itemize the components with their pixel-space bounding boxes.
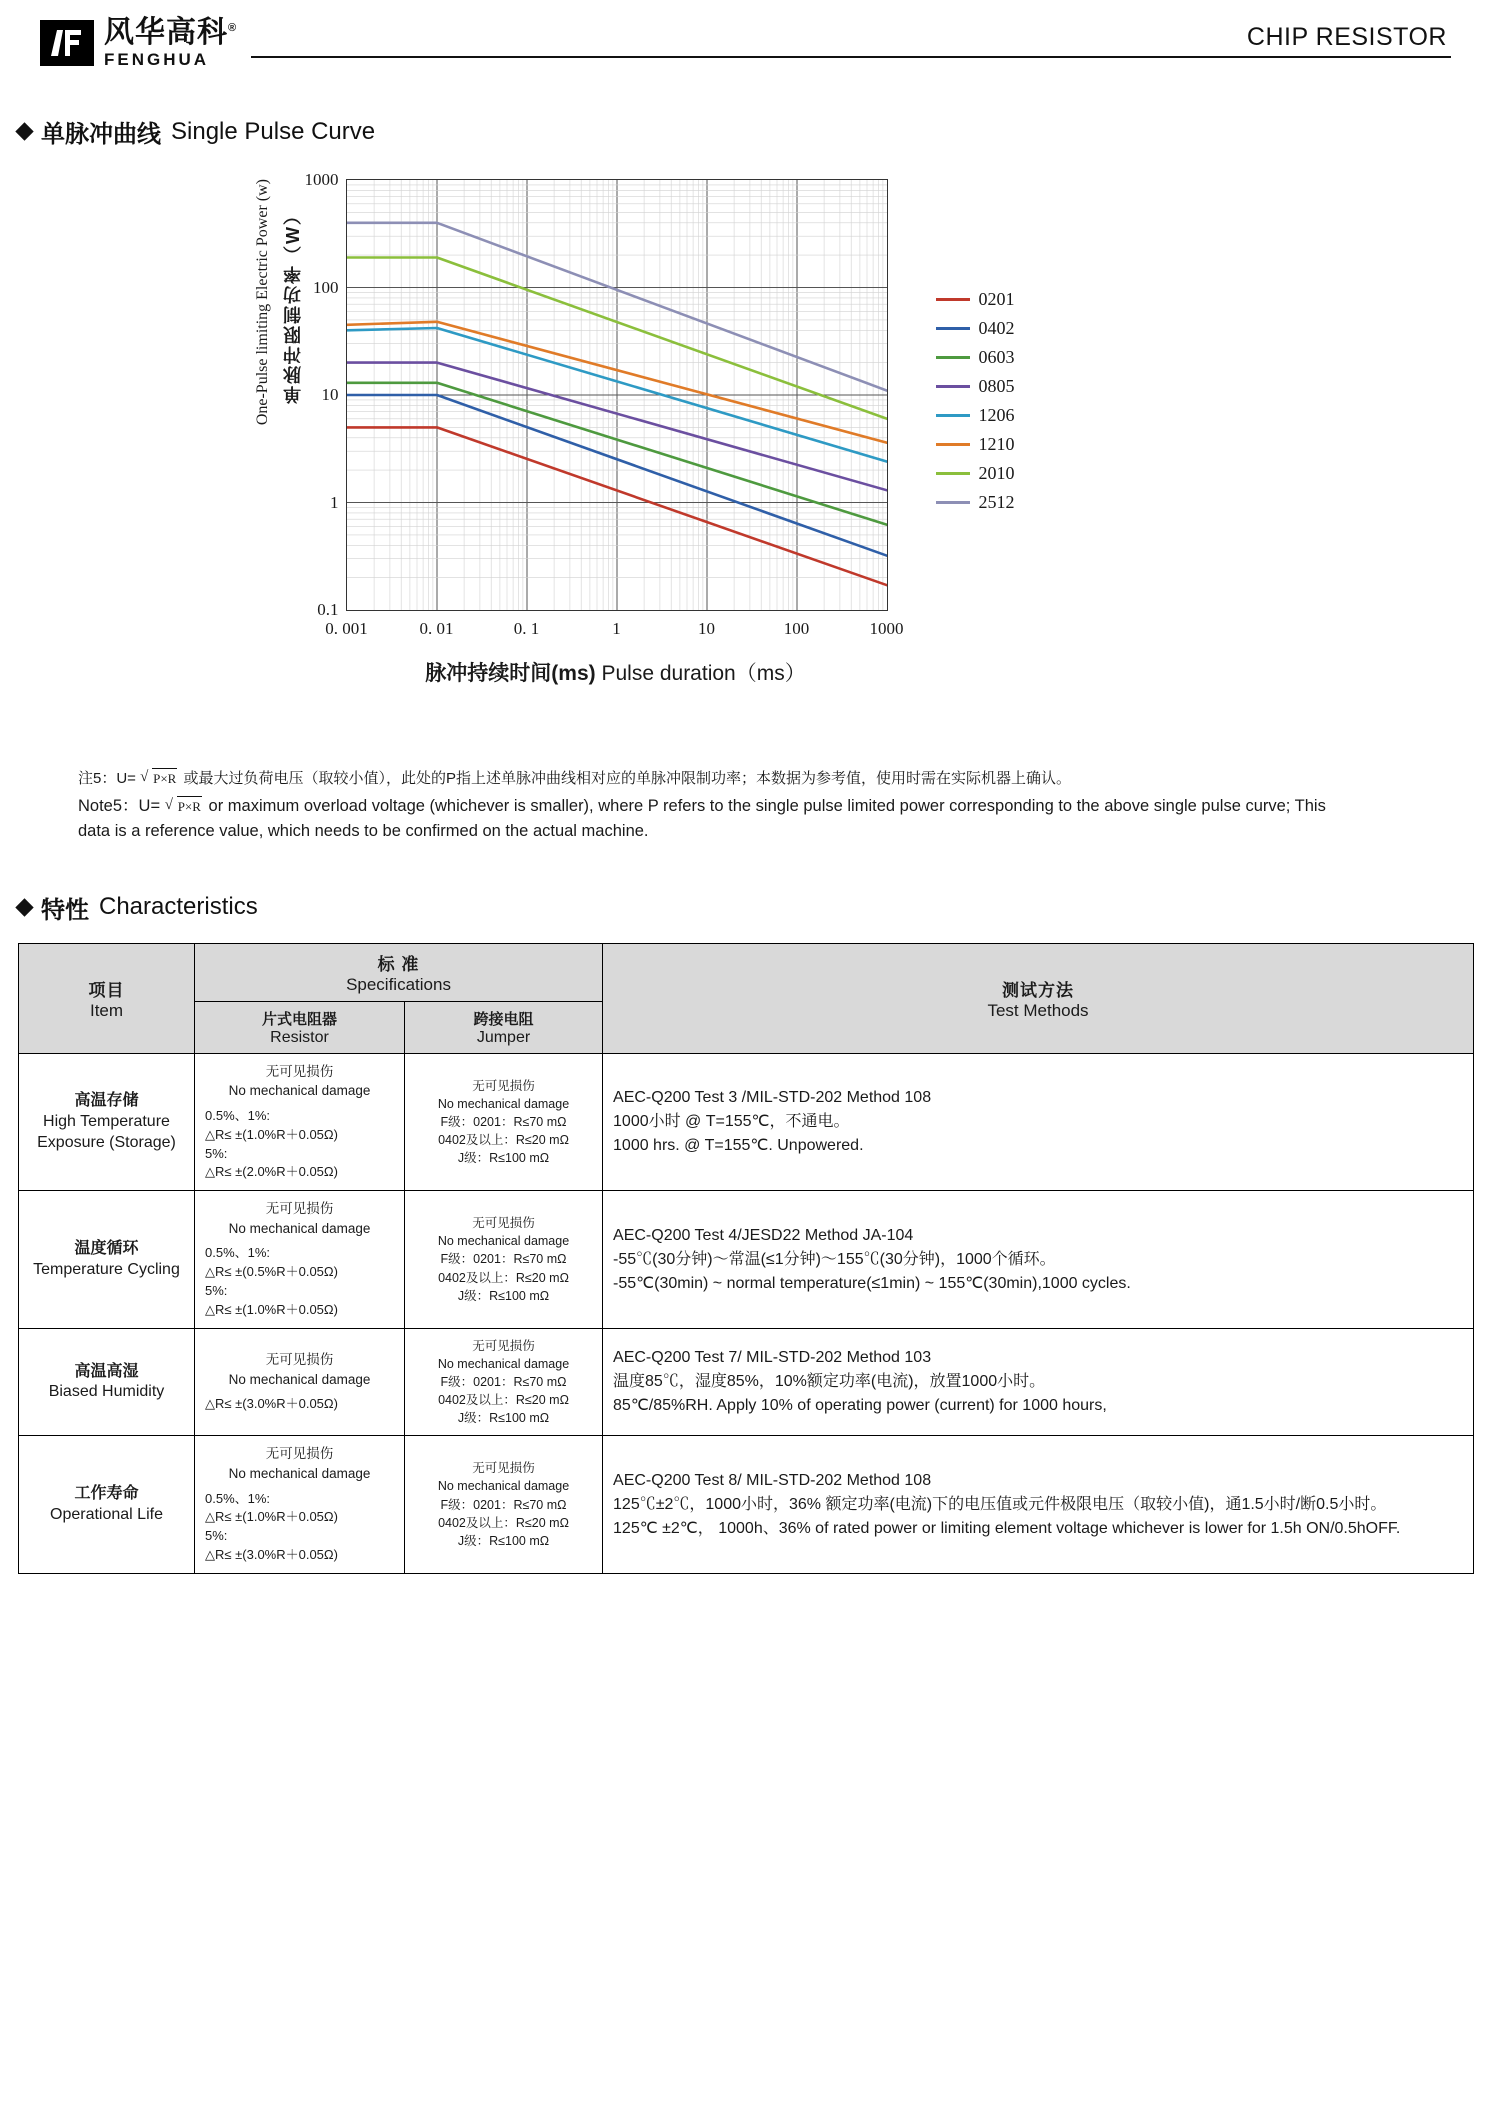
cell-resistor-spec: 无可见损伤 No mechanical damage △R≤ ±(3.0%R＋0.05Ω) (195, 1328, 405, 1436)
method-line: 1000 hrs. @ T=155℃. Unpowered. (613, 1137, 864, 1154)
note-block (78, 767, 1348, 844)
cell-test-method (603, 1191, 1474, 1329)
item-name-en: High Temperature Exposure (Storage) (37, 1113, 176, 1151)
method-line: AEC-Q200 Test 4/JESD22 Method JA-104 (613, 1226, 914, 1244)
cell-jumper-spec (405, 1328, 603, 1436)
legend-label: 1206 (978, 405, 1015, 425)
y-axis-tick: 0.1 (317, 600, 339, 619)
x-axis-tick: 0. 001 (325, 619, 368, 638)
logo-text-en: FENGHUA (104, 50, 210, 69)
characteristics-table (18, 943, 1474, 1574)
spec-line: △R≤ ±(2.0%R＋0.05Ω) (205, 1164, 338, 1180)
note-en-body: or maximum overload voltage (whichever is smaller), where P refers to the single pulse limited power corresponding to the above single pulse curve; This data is a reference value, which needs to be confirmed on the actual machine. (78, 797, 1326, 840)
logo-text-cn: 风华高科 (104, 16, 228, 49)
y-axis-tick: 1 (330, 492, 339, 512)
cell-item (19, 1191, 195, 1329)
jumper-line: No mechanical damage (437, 1479, 570, 1494)
method-line: -55℃(30min) ~ normal temperature(≤1min) ~ 155℃(30min),1000 cycles. (613, 1274, 1131, 1292)
table-row (19, 1436, 1474, 1574)
item-name-en: Operational Life (50, 1506, 163, 1524)
note-en-prefix: Note5：U= (78, 797, 161, 816)
legend-color-swatch (936, 385, 970, 388)
spec-line: 5%: (205, 1283, 228, 1299)
legend-item (936, 488, 1136, 517)
note-cn-prefix: 注5：U= (78, 770, 136, 787)
table-row (19, 1191, 1474, 1329)
x-axis-tick: 0. 01 (419, 619, 454, 638)
spec-line: △R≤ ±(1.0%R＋0.05Ω) (205, 1126, 338, 1142)
registered-mark: ® (228, 22, 238, 34)
cell-test-method (603, 1053, 1474, 1191)
legend-color-swatch (936, 501, 970, 504)
sqrt-expression-en: √ P×R (165, 796, 204, 817)
col-header-test-methods: 测试方法 Test Methods (603, 943, 1474, 1053)
x-axis-title (346, 657, 886, 687)
cell-resistor-spec: 无可见损伤 No mechanical damage 0.5%、1%: △R≤ ±(1.0%R＋0.05Ω) 5%: △R≤ ±(3.0%R＋0.05Ω) (195, 1436, 405, 1574)
method-line: 1000小时 @ T=155℃，不通电。 (613, 1113, 850, 1130)
y-axis-tick: 100 (313, 277, 339, 297)
spec-line: △R≤ ±(1.0%R＋0.05Ω) (205, 1509, 338, 1525)
cell-resistor-spec: 无可见损伤 No mechanical damage 0.5%、1%: △R≤ ±(0.5%R＋0.05Ω) 5%: △R≤ ±(1.0%R＋0.05Ω) (195, 1191, 405, 1329)
spec-line: △R≤ ±(0.5%R＋0.05Ω) (205, 1264, 338, 1280)
jumper-line: No mechanical damage (437, 1096, 570, 1111)
y-axis-tick: 10 (321, 385, 339, 404)
section-title-en: Characteristics (99, 893, 258, 921)
jumper-line: J级：R≤100 mΩ (457, 1288, 550, 1303)
legend-color-swatch (936, 298, 970, 301)
jumper-line: 0402及以上：R≤20 mΩ (438, 1133, 569, 1148)
legend-item (936, 285, 1136, 314)
legend-label: 2010 (978, 463, 1015, 483)
legend-label: 0603 (978, 347, 1015, 367)
note-cn (78, 767, 1348, 790)
single-pulse-chart (246, 165, 1246, 745)
jumper-line: J级：R≤100 mΩ (457, 1151, 550, 1166)
cell-resistor-spec: 无可见损伤 No mechanical damage 0.5%、1%: △R≤ ±(1.0%R＋0.05Ω) 5%: △R≤ ±(2.0%R＋0.05Ω) (195, 1053, 405, 1191)
chart-curves (347, 180, 887, 610)
legend-item (936, 401, 1136, 430)
cell-test-method (603, 1328, 1474, 1436)
x-axis-tick: 100 (783, 619, 810, 638)
header-divider (251, 24, 1451, 58)
method-line: 温度85℃，湿度85%，10%额定功率(电流)，放置1000小时。 (613, 1373, 1046, 1391)
x-axis-label-en: Pulse duration（ms） (601, 662, 806, 685)
fenghua-logo-icon (40, 20, 94, 66)
cell-test-method (603, 1436, 1474, 1574)
item-name-cn: 高温高湿 (74, 1362, 139, 1380)
table-header-row (19, 943, 1474, 1001)
method-line: 125℃±2℃，1000小时，36% 额定功率(电流)下的电压值或元件极限电压（取较小值)，通1.5小时/断0.5小时。 (613, 1495, 1387, 1513)
spec-line: △R≤ ±(3.0%R＋0.05Ω) (205, 1396, 338, 1412)
jumper-line: 0402及以上：R≤20 mΩ (438, 1270, 569, 1285)
page-title: CHIP RESISTOR (1246, 23, 1447, 51)
diamond-bullet-icon (15, 898, 33, 916)
diamond-bullet-icon (15, 122, 33, 140)
section-title-cn: 特性 (41, 896, 89, 924)
spec-line: 5%: (205, 1528, 228, 1544)
col-header-specifications: 标 准 Specifications (195, 943, 603, 1001)
legend-item (936, 430, 1136, 459)
note-cn-body: 或最大过负荷电压（取较小值），此处的P指上述单脉冲曲线相对应的单脉冲限制功率；本数据为参考值，使用时需在实际机器上确认。 (183, 770, 1072, 787)
jumper-line: 无可见损伤 (472, 1216, 535, 1231)
section-single-pulse-curve (18, 114, 1491, 149)
legend-item (936, 459, 1136, 488)
table-row (19, 1053, 1474, 1191)
spec-line: 0.5%、1%: (205, 1490, 271, 1506)
jumper-line: J级：R≤100 mΩ (457, 1533, 550, 1548)
method-line: 85℃/85%RH. Apply 10% of operating power (current) for 1000 hours, (613, 1397, 1107, 1415)
legend-color-swatch (936, 327, 970, 330)
legend-item (936, 314, 1136, 343)
legend-label: 0201 (978, 289, 1015, 309)
legend-item (936, 343, 1136, 372)
jumper-line: F级：0201：R≤70 mΩ (440, 1114, 567, 1129)
legend-item (936, 372, 1136, 401)
table-row (19, 1328, 1474, 1436)
cell-jumper-spec (405, 1191, 603, 1329)
method-line: AEC-Q200 Test 3 /MIL-STD-202 Method 108 (613, 1089, 932, 1106)
x-axis-label-cn: 脉冲持续时间(ms) (425, 662, 596, 685)
jumper-line: 无可见损伤 (472, 1461, 535, 1476)
section-characteristics (18, 890, 1491, 925)
legend-label: 1210 (978, 434, 1015, 454)
col-header-jumper: 跨接电阻 Jumper (405, 1001, 603, 1053)
cell-jumper-spec (405, 1053, 603, 1191)
x-axis-tick: 1000 (869, 619, 904, 638)
jumper-line: No mechanical damage (437, 1234, 570, 1249)
cell-jumper-spec (405, 1436, 603, 1574)
jumper-line: 无可见损伤 (472, 1078, 535, 1093)
y-axis-label-cn: 单脉冲限制功率（W） (282, 205, 303, 404)
jumper-line: F级：0201：R≤70 mΩ (440, 1252, 567, 1267)
col-header-resistor: 片式电阻器 Resistor (195, 1001, 405, 1053)
chart-legend (936, 285, 1136, 517)
cell-item (19, 1053, 195, 1191)
jumper-line: F级：0201：R≤70 mΩ (440, 1375, 567, 1389)
spec-line: 0.5%、1%: (205, 1107, 271, 1123)
legend-color-swatch (936, 443, 970, 446)
chart-plot-area (304, 170, 904, 638)
spec-line: 0.5%、1%: (205, 1245, 271, 1261)
spec-line: △R≤ ±(1.0%R＋0.05Ω) (205, 1301, 338, 1317)
page-header (0, 0, 1491, 68)
sqrt-expression-cn: √ P×R (140, 768, 179, 789)
spec-line: △R≤ ±(3.0%R＋0.05Ω) (205, 1547, 338, 1563)
item-name-cn: 温度循环 (74, 1240, 139, 1258)
x-axis-tick: 1 (612, 619, 621, 638)
col-header-item: 项目 Item (19, 943, 195, 1053)
spec-line: 5%: (205, 1145, 228, 1161)
jumper-line: F级：0201：R≤70 mΩ (440, 1497, 567, 1512)
jumper-line: No mechanical damage (437, 1356, 570, 1371)
legend-label: 2512 (978, 492, 1015, 512)
jumper-line: 0402及以上：R≤20 mΩ (438, 1515, 569, 1530)
section-title-en: Single Pulse Curve (171, 117, 376, 145)
legend-label: 0402 (978, 318, 1015, 338)
brand-logo (40, 18, 237, 68)
item-name-cn: 工作寿命 (74, 1485, 139, 1503)
y-axis-label-en: One-Pulse limiting Electric Power (w) (253, 179, 271, 426)
jumper-line: J级：R≤100 mΩ (457, 1411, 550, 1426)
x-axis-tick: 0. 1 (513, 619, 540, 638)
legend-color-swatch (936, 356, 970, 359)
jumper-line: 0402及以上：R≤20 mΩ (438, 1393, 569, 1408)
legend-color-swatch (936, 472, 970, 475)
note-en (78, 794, 1348, 844)
legend-label: 0805 (978, 376, 1015, 396)
cell-item (19, 1328, 195, 1436)
item-name-en: Temperature Cycling (33, 1260, 180, 1278)
legend-color-swatch (936, 414, 970, 417)
x-axis-tick: 10 (698, 619, 715, 638)
section-title-cn: 单脉冲曲线 (41, 121, 161, 148)
item-name-cn: 高温存储 (74, 1092, 139, 1110)
method-line: 125℃ ±2℃， 1000h、36% of rated power or limiting element voltage whichever is lower for 1.5h ON/0.5hOFF. (613, 1519, 1401, 1537)
cell-item (19, 1436, 195, 1574)
jumper-line: 无可见损伤 (472, 1338, 535, 1353)
y-axis-tick: 1000 (304, 170, 339, 189)
item-name-en: Biased Humidity (48, 1383, 165, 1401)
method-line: AEC-Q200 Test 7/ MIL-STD-202 Method 103 (613, 1349, 932, 1367)
method-line: AEC-Q200 Test 8/ MIL-STD-202 Method 108 (613, 1471, 932, 1489)
method-line: -55℃(30分钟)～常温(≤1分钟)～155℃(30分钟)，1000个循环。 (613, 1250, 1056, 1268)
